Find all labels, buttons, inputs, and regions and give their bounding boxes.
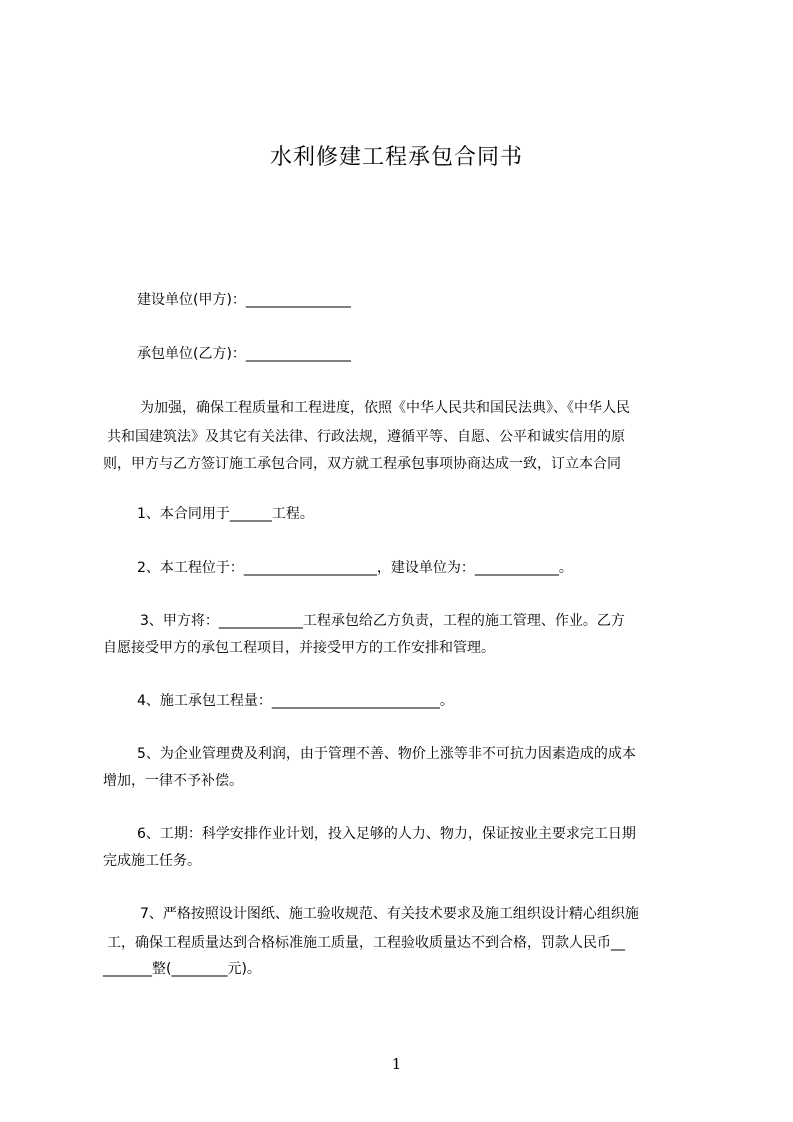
- clause-3-line: 3、甲方将：____________工程承包给乙方负责，工程的施工管理、作业。乙方: [140, 613, 625, 629]
- clause-4: 4、施工承包工程量：________________________。: [137, 693, 454, 709]
- preamble-line: 则，甲方与乙方签订施工承包合同，双方就工程承包事项协商达成一致，订立本合同: [103, 456, 621, 472]
- clause-2: 2、本工程位于：___________________，建设单位为：____________。: [137, 560, 573, 576]
- clause-5-line: 增加，一律不予补偿。: [103, 773, 243, 789]
- clause-7-line: 工，确保工程质量达到合格标准施工质量，工程验收质量达不到合格，罚款人民币__: [107, 935, 625, 951]
- clause-7-line: 7、严格按照设计图纸、施工验收规范、有关技术要求及施工组织设计精心组织施: [140, 906, 639, 922]
- clause-6-line: 6、工期：科学安排作业计划，投入足够的人力、物力，保证按业主要求完工日期: [137, 826, 636, 842]
- clause-1: 1、本合同用于______工程。: [137, 506, 314, 522]
- party-a-line: 建设单位(甲方)：_______________: [137, 292, 351, 308]
- clause-3-line: 自愿接受甲方的承包工程项目，并接受甲方的工作安排和管理。: [103, 640, 495, 656]
- document-title: 水利修建工程承包合同书: [269, 145, 523, 170]
- clause-5-line: 5、为企业管理费及利润，由于管理不善、物价上涨等非不可抗力因素造成的成本: [137, 746, 636, 762]
- page-number: 1: [391, 1055, 402, 1073]
- preamble-line: 共和国建筑法》及其它有关法律、行政法规，遵循平等、自愿、公平和诚实信用的原: [107, 429, 625, 445]
- preamble-line: 为加强，确保工程质量和工程进度，依照《中华人民共和国民法典》、《中华人民: [140, 400, 630, 416]
- clause-7-line: _______整(________元)。: [103, 961, 261, 977]
- clause-6-line: 完成施工任务。: [103, 853, 201, 869]
- party-b-line: 承包单位(乙方)：_______________: [137, 346, 351, 362]
